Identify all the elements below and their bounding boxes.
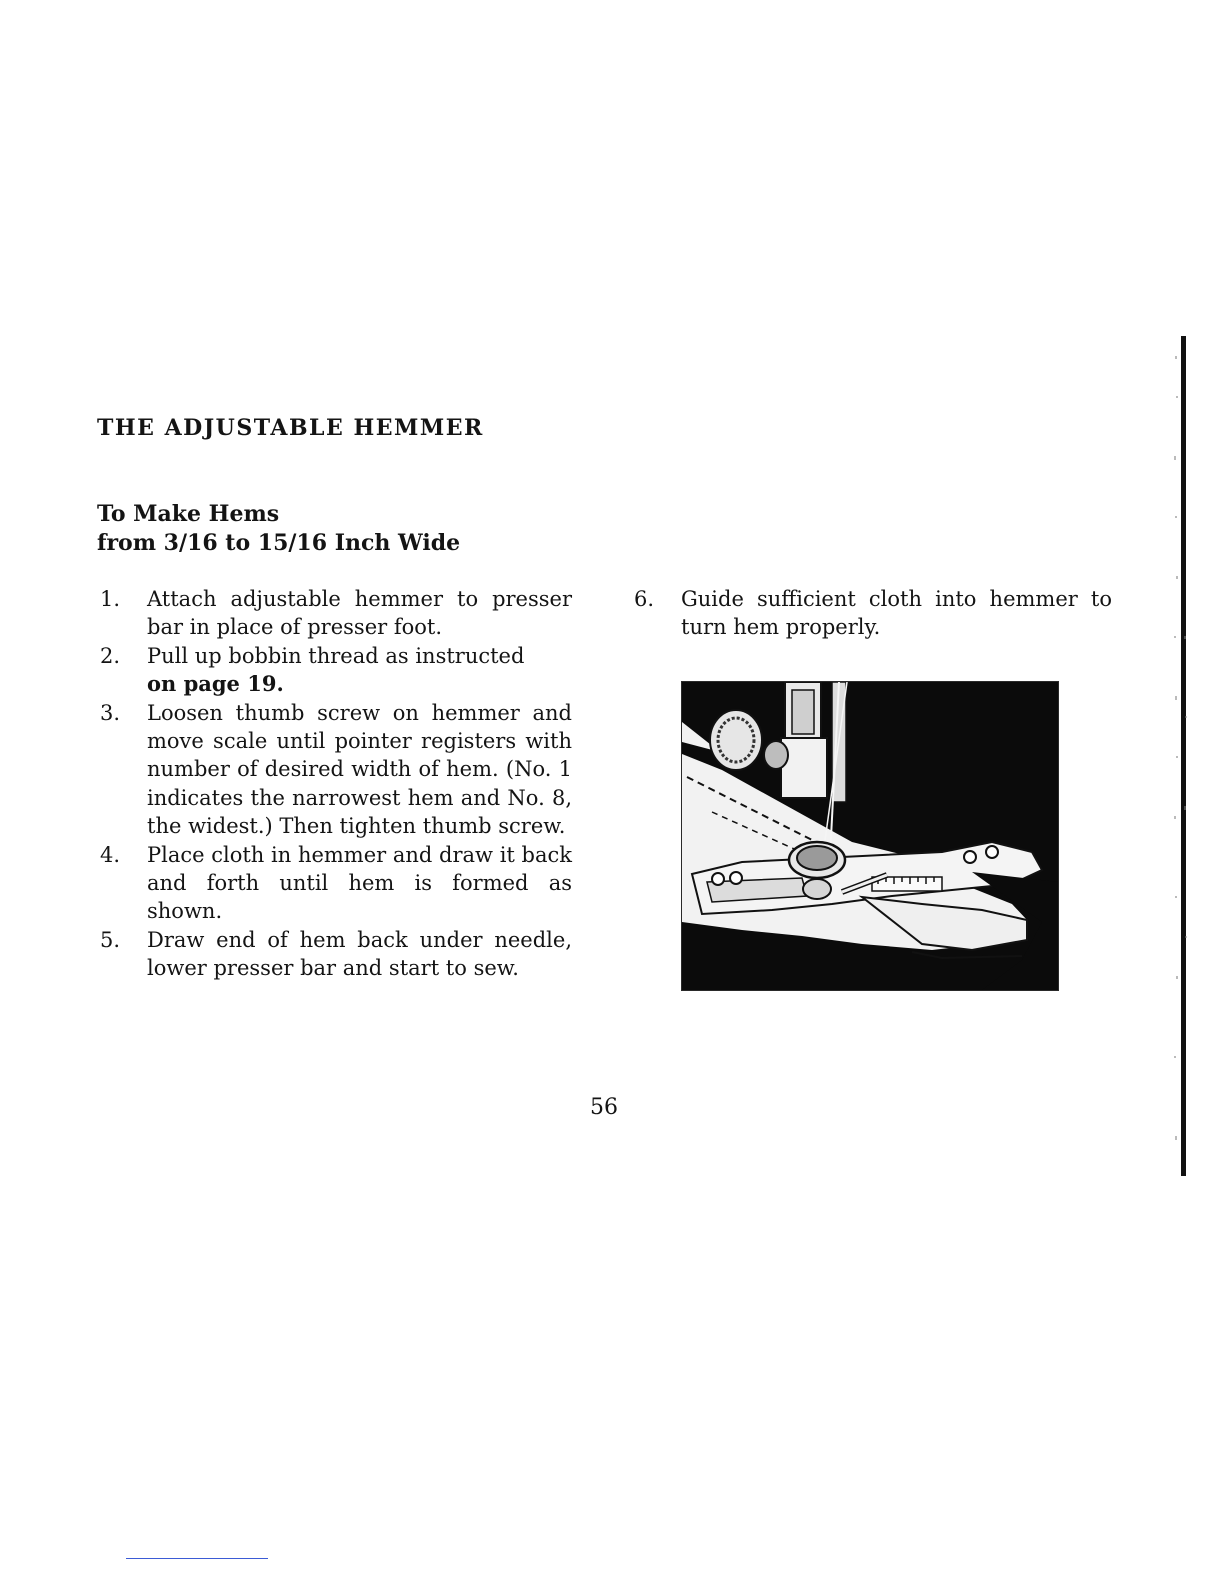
list-item — [100, 926, 572, 983]
step-text-bold: on page 19. — [147, 671, 284, 697]
list-item — [100, 642, 572, 699]
list-item — [100, 585, 572, 642]
hemmer-illustration-icon — [682, 682, 1058, 990]
steps-list-right — [634, 585, 1112, 642]
subheading-line-2: from 3/16 to 15/16 Inch Wide — [97, 530, 461, 556]
step-number: 6. — [634, 587, 655, 611]
step-text-main: Pull up bobbin thread as instructed — [147, 643, 525, 668]
page-number: 56 — [590, 1095, 618, 1120]
step-text: Draw end of hem back under needle, lower presser bar and start to sew. — [147, 927, 572, 981]
step-number: 2. — [100, 643, 121, 668]
hemmer-illustration — [681, 681, 1059, 991]
step-number: 1. — [100, 587, 121, 611]
list-item — [100, 841, 572, 926]
step-text: Guide sufficient cloth into hemmer to turn hem properly. — [681, 587, 1112, 640]
page-title: THE ADJUSTABLE HEMMER — [97, 415, 484, 441]
step-text: Place cloth in hemmer and draw it back and forth until hem is formed as shown. — [147, 842, 572, 924]
step-text: Loosen thumb screw on hemmer and move scale until pointer registers with number of desired width of hem. (No. 1 indicates the narrowest hem and No. 8, the widest.) Then tighten thumb screw. — [147, 700, 572, 839]
list-item — [100, 699, 572, 841]
scan-edge-specks — [1174, 336, 1188, 1176]
subheading — [97, 500, 460, 558]
step-number: 5. — [100, 927, 121, 952]
footer-rule — [126, 1558, 268, 1559]
step-number: 3. — [100, 700, 121, 725]
subheading-line-1: To Make Hems — [97, 501, 280, 527]
steps-list-left — [100, 585, 572, 983]
step-number: 4. — [100, 842, 121, 867]
step-text — [147, 642, 524, 699]
list-item — [634, 585, 1112, 642]
step-text: Attach adjustable hemmer to presser bar in place of presser foot. — [147, 587, 572, 640]
